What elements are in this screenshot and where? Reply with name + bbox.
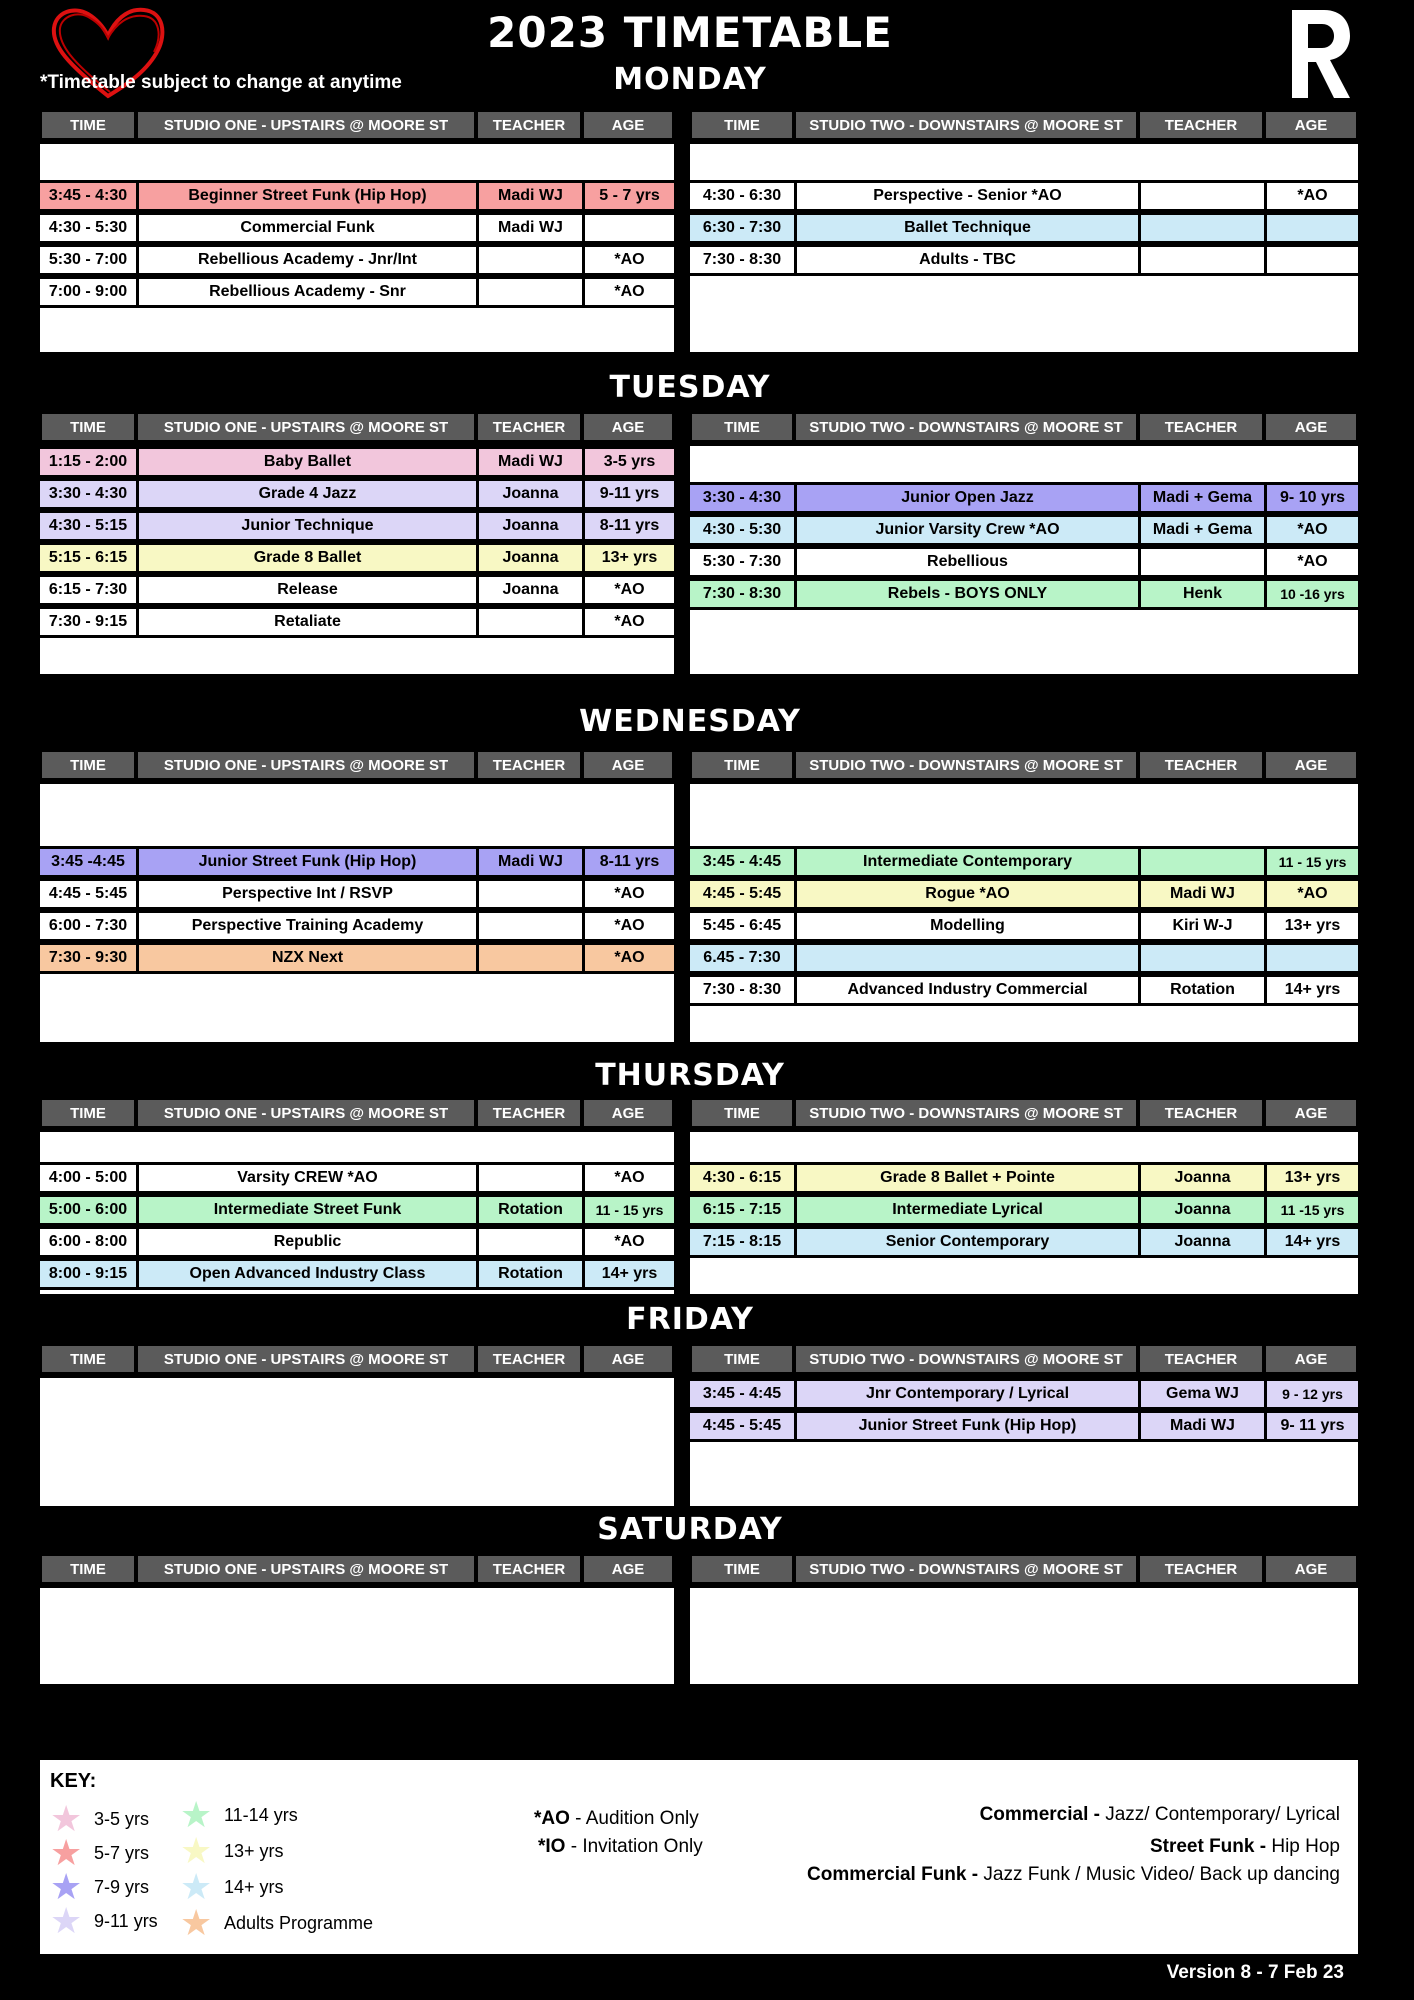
class-cell: Intermediate Street Funk <box>136 1197 476 1223</box>
time-cell: 4:45 - 5:45 <box>702 885 782 902</box>
table-header <box>40 1344 674 1378</box>
header-cell: TEACHER <box>1138 412 1264 442</box>
class-cell: Grade 8 Ballet + Pointe <box>794 1165 1138 1191</box>
teacher-cell: Madi WJ <box>1138 881 1264 907</box>
header-cell: STUDIO TWO - DOWNSTAIRS @ MOORE ST <box>794 1554 1138 1584</box>
key-commercial-funk: Commercial Funk - Jazz Funk / Music Video/ Back up dancing <box>807 1864 1340 1885</box>
thursday-studio2-table <box>690 1098 1358 1294</box>
teacher-cell: Madi WJ <box>476 849 582 875</box>
teacher-cell <box>476 1229 582 1255</box>
class-cell: Rogue *AO <box>794 881 1138 907</box>
friday-studio1-table <box>40 1344 674 1506</box>
time-cell: 3:30 - 4:30 <box>702 489 782 506</box>
header-cell: TEACHER <box>1138 1344 1264 1374</box>
teacher-cell <box>476 913 582 939</box>
header-cell: TEACHER <box>1138 750 1264 780</box>
header-cell: STUDIO TWO - DOWNSTAIRS @ MOORE ST <box>794 110 1138 140</box>
header-cell: TIME <box>690 110 794 140</box>
class-cell: Junior Open Jazz <box>794 485 1138 511</box>
time-cell: 5:15 - 6:15 <box>48 549 128 566</box>
class-cell: Jnr Contemporary / Lyrical <box>794 1381 1138 1407</box>
key-item-label: Adults Programme <box>224 1912 374 1933</box>
teacher-cell <box>1138 215 1264 241</box>
header-cell: TIME <box>40 110 136 140</box>
time-cell: 4:30 - 5:15 <box>48 517 128 534</box>
class-cell: Advanced Industry Commercial <box>794 977 1138 1003</box>
class-cell: Junior Technique <box>136 513 476 539</box>
time-cell: 4:30 - 5:30 <box>702 521 782 538</box>
age-cell: *AO <box>582 247 674 273</box>
time-cell: 5:00 - 6:00 <box>48 1201 128 1218</box>
teacher-cell: Joanna <box>476 481 582 507</box>
table-header <box>690 1554 1358 1588</box>
star-icon: ★ <box>180 1830 213 1871</box>
age-cell: *AO <box>582 913 674 939</box>
header-cell: STUDIO ONE - UPSTAIRS @ MOORE ST <box>136 750 476 780</box>
table-row <box>40 878 674 910</box>
age-cell: 11 - 15 yrs <box>1264 849 1358 875</box>
key-item-label: 11-14 yrs <box>224 1804 298 1825</box>
friday-studio2-table <box>690 1344 1358 1506</box>
class-cell: Junior Street Funk (Hip Hop) <box>136 849 476 875</box>
teacher-cell: Joanna <box>476 545 582 571</box>
teacher-cell: Kiri W-J <box>1138 913 1264 939</box>
table-row <box>40 276 674 308</box>
time-cell: 3:45 - 4:30 <box>48 187 128 204</box>
time-cell: 4:30 - 6:30 <box>702 187 782 204</box>
header-cell: TIME <box>40 750 136 780</box>
key-item <box>180 1866 284 1907</box>
header-cell: TEACHER <box>476 110 582 140</box>
header-cell: AGE <box>582 110 674 140</box>
table-row <box>40 542 674 574</box>
header-cell: AGE <box>1264 412 1358 442</box>
teacher-cell: Rotation <box>1138 977 1264 1003</box>
table-row <box>40 1194 674 1226</box>
age-cell: *AO <box>582 1229 674 1255</box>
teacher-cell: Gema WJ <box>1138 1381 1264 1407</box>
age-cell: 11 - 15 yrs <box>582 1197 674 1223</box>
day-title-wednesday: WEDNESDAY <box>579 704 801 739</box>
age-cell: 10 -16 yrs <box>1264 581 1358 607</box>
timetable-note: *Timetable subject to change at anytime <box>40 72 402 93</box>
age-cell: *AO <box>1264 881 1358 907</box>
teacher-cell: Joanna <box>1138 1197 1264 1223</box>
time-cell: 6:00 - 7:30 <box>48 917 128 934</box>
teacher-cell: Joanna <box>476 577 582 603</box>
table-row <box>690 180 1358 212</box>
header-cell: TIME <box>690 1098 794 1128</box>
class-cell: Grade 4 Jazz <box>136 481 476 507</box>
key-io: *IO - Invitation Only <box>538 1836 703 1857</box>
table-header <box>40 1554 674 1588</box>
class-cell: Perspective - Senior *AO <box>794 183 1138 209</box>
table-row <box>690 244 1358 276</box>
age-cell: 14+ yrs <box>582 1261 674 1287</box>
header-cell: AGE <box>1264 1098 1358 1128</box>
class-cell: Junior Street Funk (Hip Hop) <box>794 1413 1138 1439</box>
age-cell: 13+ yrs <box>582 545 674 571</box>
key-title: KEY: <box>50 1770 97 1792</box>
header-cell: STUDIO TWO - DOWNSTAIRS @ MOORE ST <box>794 412 1138 442</box>
class-cell: Release <box>136 577 476 603</box>
table-row <box>690 1162 1358 1194</box>
key-item <box>180 1794 298 1835</box>
table-header <box>690 750 1358 784</box>
header-cell: AGE <box>582 412 674 442</box>
class-cell: Republic <box>136 1229 476 1255</box>
star-icon: ★ <box>50 1798 83 1839</box>
teacher-cell: Madi + Gema <box>1138 485 1264 511</box>
table-row <box>690 578 1358 610</box>
teacher-cell <box>1138 849 1264 875</box>
age-cell: 8-11 yrs <box>582 849 674 875</box>
class-cell: Rebellious <box>794 549 1138 575</box>
table-row <box>40 1258 674 1290</box>
header-cell: STUDIO ONE - UPSTAIRS @ MOORE ST <box>136 1554 476 1584</box>
age-cell: 9- 11 yrs <box>1264 1413 1358 1439</box>
table-header <box>40 750 674 784</box>
class-cell: Perspective Int / RSVP <box>136 881 476 907</box>
teacher-cell <box>476 945 582 971</box>
time-cell: 7:30 - 9:30 <box>48 949 128 966</box>
header-cell: AGE <box>582 1344 674 1374</box>
age-cell <box>1264 215 1358 241</box>
age-cell: 3-5 yrs <box>582 449 674 475</box>
table-header <box>690 412 1358 446</box>
table-row <box>690 212 1358 244</box>
time-cell: 4:30 - 5:30 <box>48 219 128 236</box>
class-cell: NZX Next <box>136 945 476 971</box>
header-cell: STUDIO ONE - UPSTAIRS @ MOORE ST <box>136 1098 476 1128</box>
time-cell: 4:00 - 5:00 <box>48 1169 128 1186</box>
teacher-cell <box>476 609 582 635</box>
header-cell: TIME <box>690 1554 794 1584</box>
age-cell: *AO <box>582 1165 674 1191</box>
day-title-friday: FRIDAY <box>626 1302 754 1337</box>
star-icon: ★ <box>180 1902 213 1943</box>
table-row <box>690 1410 1358 1442</box>
age-cell: 9 - 12 yrs <box>1264 1381 1358 1407</box>
time-cell: 7:30 - 8:30 <box>702 981 782 998</box>
table-row <box>690 1226 1358 1258</box>
header-cell: TEACHER <box>476 750 582 780</box>
header-cell: STUDIO ONE - UPSTAIRS @ MOORE ST <box>136 110 476 140</box>
table-row <box>40 478 674 510</box>
key-item-label: 5-7 yrs <box>94 1842 150 1863</box>
key-item <box>50 1798 150 1839</box>
time-cell: 7:00 - 9:00 <box>48 283 128 300</box>
wednesday-studio1-table <box>40 750 674 1042</box>
age-cell: 9-11 yrs <box>582 481 674 507</box>
star-icon: ★ <box>50 1832 83 1873</box>
day-title-monday: MONDAY <box>613 62 767 97</box>
header-cell: TEACHER <box>1138 110 1264 140</box>
saturday-studio1-table <box>40 1554 674 1684</box>
table-row <box>40 606 674 638</box>
age-cell: *AO <box>582 279 674 305</box>
time-cell: 6:00 - 8:00 <box>48 1233 128 1250</box>
teacher-cell <box>1138 247 1264 273</box>
teacher-cell <box>476 247 582 273</box>
header-cell: TEACHER <box>476 1344 582 1374</box>
age-cell: 11 -15 yrs <box>1264 1197 1358 1223</box>
age-cell: *AO <box>1264 183 1358 209</box>
teacher-cell <box>1138 549 1264 575</box>
class-cell: Baby Ballet <box>136 449 476 475</box>
teacher-cell: Joanna <box>1138 1165 1264 1191</box>
teacher-cell: Madi WJ <box>1138 1413 1264 1439</box>
teacher-cell: Madi WJ <box>476 449 582 475</box>
class-cell: Commercial Funk <box>136 215 476 241</box>
table-row <box>690 878 1358 910</box>
star-icon: ★ <box>50 1866 83 1907</box>
key-legend <box>40 1760 1358 1954</box>
day-title-saturday: SATURDAY <box>597 1512 783 1547</box>
table-row <box>690 1378 1358 1410</box>
class-cell: Intermediate Lyrical <box>794 1197 1138 1223</box>
teacher-cell <box>1138 945 1264 971</box>
star-icon: ★ <box>180 1794 213 1835</box>
time-cell: 6.45 - 7:30 <box>703 949 781 966</box>
table-row <box>690 546 1358 578</box>
age-cell: *AO <box>582 577 674 603</box>
age-cell: *AO <box>582 609 674 635</box>
teacher-cell: Henk <box>1138 581 1264 607</box>
class-cell: Intermediate Contemporary <box>794 849 1138 875</box>
time-cell: 1:15 - 2:00 <box>48 453 128 470</box>
age-cell <box>1264 945 1358 971</box>
class-cell: Modelling <box>794 913 1138 939</box>
class-cell: Senior Contemporary <box>794 1229 1138 1255</box>
class-cell: Rebellious Academy - Snr <box>136 279 476 305</box>
teacher-cell <box>476 881 582 907</box>
class-cell: Perspective Training Academy <box>136 913 476 939</box>
class-cell: Ballet Technique <box>794 215 1138 241</box>
version-label: Version 8 - 7 Feb 23 <box>1166 1962 1344 1983</box>
teacher-cell: Madi WJ <box>476 183 582 209</box>
time-cell: 3:45 -4:45 <box>51 853 125 870</box>
table-header <box>690 110 1358 144</box>
table-header <box>40 1098 674 1132</box>
header-cell: TIME <box>40 1344 136 1374</box>
time-cell: 5:45 - 6:45 <box>702 917 782 934</box>
class-cell: Grade 8 Ballet <box>136 545 476 571</box>
age-cell: 5 - 7 yrs <box>582 183 674 209</box>
header-cell: TIME <box>40 1554 136 1584</box>
time-cell: 6:15 - 7:15 <box>702 1201 782 1218</box>
table-row <box>40 846 674 878</box>
header-cell: TEACHER <box>1138 1554 1264 1584</box>
header-cell: STUDIO TWO - DOWNSTAIRS @ MOORE ST <box>794 1098 1138 1128</box>
time-cell: 4:45 - 5:45 <box>702 1417 782 1434</box>
time-cell: 7:30 - 8:30 <box>702 251 782 268</box>
key-item-label: 7-9 yrs <box>94 1876 150 1897</box>
table-header <box>40 412 674 446</box>
key-item <box>50 1900 158 1941</box>
teacher-cell: Joanna <box>1138 1229 1264 1255</box>
time-cell: 4:30 - 6:15 <box>702 1169 782 1186</box>
teacher-cell: Joanna <box>476 513 582 539</box>
table-row <box>690 482 1358 514</box>
key-item <box>50 1832 150 1873</box>
tuesday-studio2-table <box>690 412 1358 674</box>
class-cell: Junior Varsity Crew *AO <box>794 517 1138 543</box>
table-header <box>40 110 674 144</box>
page-title: 2023 TIMETABLE <box>487 8 893 57</box>
monday-studio1-table <box>40 110 674 352</box>
teacher-cell: Madi WJ <box>476 215 582 241</box>
key-commercial: Commercial - Jazz/ Contemporary/ Lyrical <box>979 1804 1340 1825</box>
header-cell: TIME <box>690 1344 794 1374</box>
age-cell: *AO <box>1264 549 1358 575</box>
saturday-studio2-table <box>690 1554 1358 1684</box>
table-row <box>690 910 1358 942</box>
time-cell: 3:45 - 4:45 <box>702 1385 782 1402</box>
age-cell: 8-11 yrs <box>582 513 674 539</box>
class-cell: Varsity CREW *AO <box>136 1165 476 1191</box>
header-cell: TEACHER <box>476 1554 582 1584</box>
key-item <box>50 1866 150 1907</box>
table-row <box>40 1162 674 1194</box>
age-cell: *AO <box>582 945 674 971</box>
table-row <box>690 974 1358 1006</box>
header-cell: AGE <box>582 1098 674 1128</box>
time-cell: 3:30 - 4:30 <box>48 485 128 502</box>
table-row <box>690 942 1358 974</box>
table-row <box>40 942 674 974</box>
header-cell: AGE <box>582 750 674 780</box>
header-cell: TEACHER <box>476 412 582 442</box>
key-ao: *AO - Audition Only <box>534 1808 699 1829</box>
teacher-cell <box>476 279 582 305</box>
header-cell: TIME <box>690 750 794 780</box>
header-cell: TEACHER <box>476 1098 582 1128</box>
time-cell: 6:30 - 7:30 <box>702 219 782 236</box>
class-cell: Beginner Street Funk (Hip Hop) <box>136 183 476 209</box>
key-street-funk: Street Funk - Hip Hop <box>1149 1836 1340 1857</box>
header-cell: STUDIO ONE - UPSTAIRS @ MOORE ST <box>136 412 476 442</box>
table-row <box>40 1226 674 1258</box>
age-cell: *AO <box>582 881 674 907</box>
table-header <box>690 1344 1358 1378</box>
day-title-tuesday: TUESDAY <box>609 370 771 405</box>
teacher-cell: Madi + Gema <box>1138 517 1264 543</box>
wednesday-studio2-table <box>690 750 1358 1042</box>
table-row <box>40 212 674 244</box>
teacher-cell: Rotation <box>476 1261 582 1287</box>
table-row <box>40 510 674 542</box>
time-cell: 7:15 - 8:15 <box>702 1233 782 1250</box>
class-cell: Rebellious Academy - Jnr/Int <box>136 247 476 273</box>
monday-studio2-table <box>690 110 1358 352</box>
time-cell: 4:45 - 5:45 <box>48 885 128 902</box>
table-row <box>40 446 674 478</box>
table-row <box>40 574 674 606</box>
age-cell: 9- 10 yrs <box>1264 485 1358 511</box>
table-header <box>690 1098 1358 1132</box>
table-row <box>40 244 674 276</box>
header-cell: STUDIO ONE - UPSTAIRS @ MOORE ST <box>136 1344 476 1374</box>
header-cell: TIME <box>690 412 794 442</box>
table-row <box>690 846 1358 878</box>
class-cell <box>794 945 1138 971</box>
table-row <box>690 514 1358 546</box>
table-row <box>40 180 674 212</box>
time-cell: 3:45 - 4:45 <box>702 853 782 870</box>
header-cell: STUDIO TWO - DOWNSTAIRS @ MOORE ST <box>794 1344 1138 1374</box>
teacher-cell: Rotation <box>476 1197 582 1223</box>
time-cell: 7:30 - 8:30 <box>702 585 782 602</box>
teacher-cell <box>1138 183 1264 209</box>
key-item-label: 13+ yrs <box>224 1840 284 1861</box>
time-cell: 5:30 - 7:00 <box>48 251 128 268</box>
time-cell: 6:15 - 7:30 <box>48 581 128 598</box>
class-cell: Open Advanced Industry Class <box>136 1261 476 1287</box>
header-cell: STUDIO TWO - DOWNSTAIRS @ MOORE ST <box>794 750 1138 780</box>
age-cell <box>582 215 674 241</box>
star-icon: ★ <box>180 1866 213 1907</box>
header-cell: AGE <box>1264 750 1358 780</box>
time-cell: 7:30 - 9:15 <box>48 613 128 630</box>
key-item-label: 14+ yrs <box>224 1876 284 1897</box>
class-cell: Rebels - BOYS ONLY <box>794 581 1138 607</box>
age-cell: 13+ yrs <box>1264 1165 1358 1191</box>
time-cell: 8:00 - 9:15 <box>48 1265 128 1282</box>
table-row <box>40 910 674 942</box>
age-cell: 14+ yrs <box>1264 977 1358 1003</box>
header-cell: AGE <box>582 1554 674 1584</box>
header-cell: TIME <box>40 1098 136 1128</box>
header-cell: TEACHER <box>1138 1098 1264 1128</box>
table-row <box>690 1194 1358 1226</box>
header-cell: AGE <box>1264 1554 1358 1584</box>
teacher-cell <box>476 1165 582 1191</box>
class-cell: Retaliate <box>136 609 476 635</box>
day-title-thursday: THURSDAY <box>595 1058 785 1093</box>
class-cell: Adults - TBC <box>794 247 1138 273</box>
age-cell: 13+ yrs <box>1264 913 1358 939</box>
age-cell <box>1264 247 1358 273</box>
star-icon: ★ <box>50 1900 83 1941</box>
age-cell: 14+ yrs <box>1264 1229 1358 1255</box>
header-cell: AGE <box>1264 1344 1358 1374</box>
time-cell: 5:30 - 7:30 <box>702 553 782 570</box>
thursday-studio1-table <box>40 1098 674 1294</box>
key-item <box>180 1830 284 1871</box>
header-cell: TIME <box>40 412 136 442</box>
tuesday-studio1-table <box>40 412 674 674</box>
header-cell: AGE <box>1264 110 1358 140</box>
key-item <box>180 1902 374 1943</box>
key-item-label: 3-5 yrs <box>94 1808 150 1829</box>
key-item-label: 9-11 yrs <box>94 1910 158 1931</box>
age-cell: *AO <box>1264 517 1358 543</box>
